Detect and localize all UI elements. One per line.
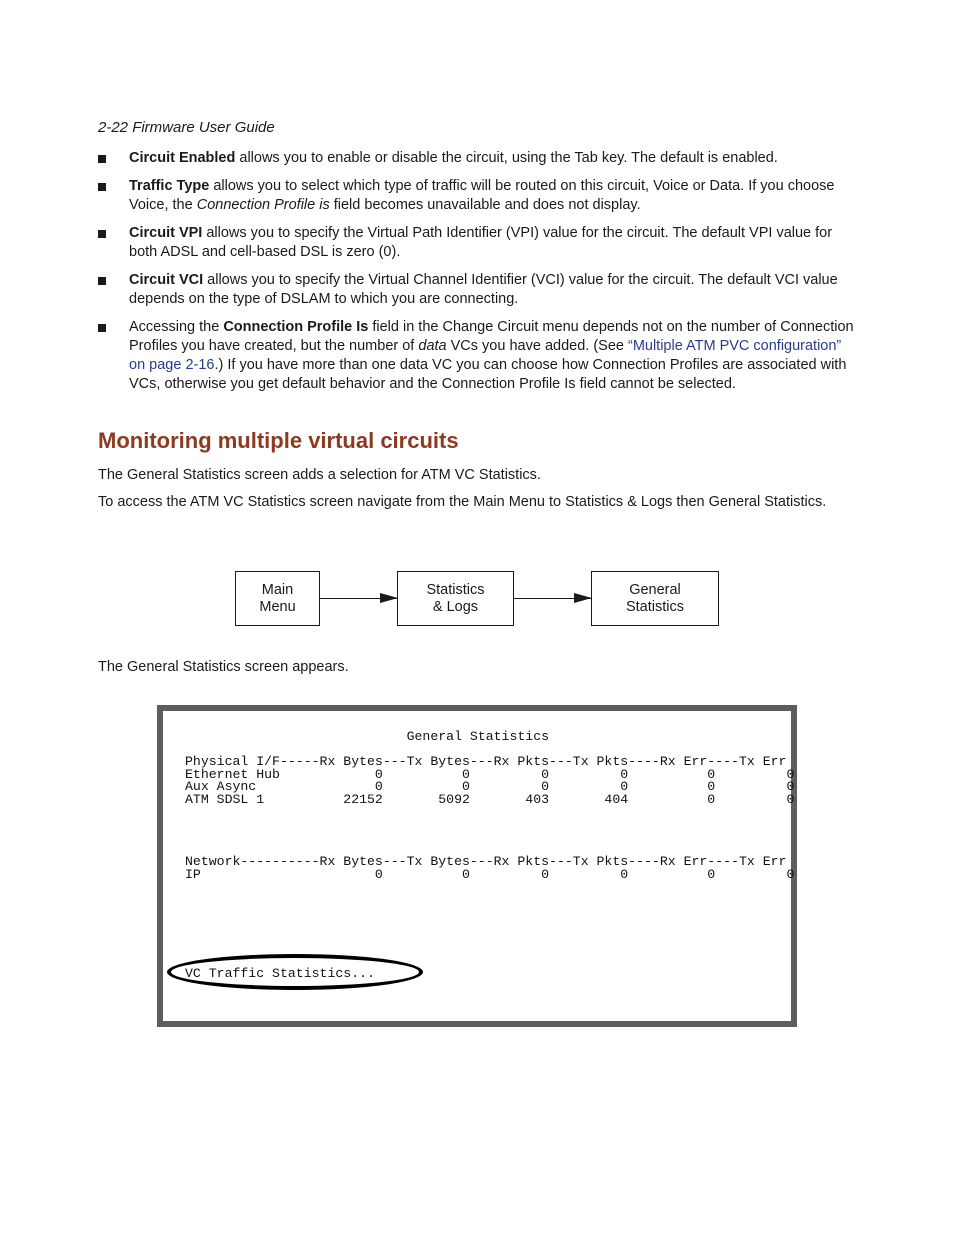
screen-appears-paragraph: The General Statistics screen appears.	[98, 659, 349, 675]
bullet-text: allows you to specify the Virtual Path Identifier (VPI) value for the circuit. The default VPI value for both ADSL and cell-based DSL is zero (0).	[129, 225, 833, 260]
intro-paragraph: The General Statistics screen adds a selection for ATM VC Statistics.	[98, 467, 541, 483]
bullet-italic: data	[418, 338, 447, 354]
network-row: IP 0 0 0 0 0 0	[185, 866, 795, 882]
network-header: Network----------Rx Bytes---Tx Bytes---Rx Pkts---Tx Pkts----Rx Err----Tx Err	[185, 854, 787, 869]
bullet-text: allows you to enable or disable the circuit, using the Tab key. The default is enabled.	[235, 150, 778, 166]
physical-if-row: ATM SDSL 1 22152 5092 403 404 0 0	[185, 791, 795, 807]
bullet-text: .) If you have more than one data VC you can choose how Connection Profiles are associated with VCs, otherwise you get default behavior and the Connection Profile Is field cannot be selected.	[129, 357, 847, 392]
bullet-square-icon	[98, 277, 106, 285]
bullet-square-icon	[98, 230, 106, 238]
term: Traffic Type	[129, 178, 210, 194]
bullet-text: field becomes unavailable and does not display.	[329, 197, 641, 213]
bullet-text: allows you to specify the Virtual Channel Identifier (VCI) value for the circuit. The default VCI value depends on the type of DSLAM to which you are connecting.	[129, 272, 838, 307]
section-title: Monitoring multiple virtual circuits	[98, 428, 459, 453]
bullet-circuit-enabled	[98, 149, 858, 168]
bullet-connection-profile	[98, 318, 858, 394]
bullet-text: allows you to select which type of traffic will be routed on this circuit, Voice or Data. If you choose Voice, the	[129, 178, 835, 213]
physical-if-row: Ethernet Hub 0 0 0 0 0 0	[185, 766, 795, 782]
flow-box-general-statistics	[591, 571, 719, 626]
physical-if-header: Physical I/F-----Rx Bytes---Tx Bytes---Rx Pkts---Tx Pkts----Rx Err----Tx Err	[185, 754, 787, 769]
vc-traffic-statistics-item[interactable]: VC Traffic Statistics...	[185, 966, 375, 981]
term: Circuit VCI	[129, 272, 204, 288]
navigation-paragraph: To access the ATM VC Statistics screen navigate from the Main Menu to Statistics & Logs then General Statistics.	[98, 494, 827, 510]
term: Connection Profile Is	[223, 319, 369, 335]
bullet-circuit-vpi	[98, 224, 858, 262]
bullet-square-icon	[98, 183, 106, 191]
bullet-text: field in the Change Circuit menu depends not on the number of Connection Profiles you have created, but the number of	[129, 319, 854, 354]
page-header: 2-22 Firmware User Guide	[98, 119, 275, 136]
physical-if-row: Aux Async 0 0 0 0 0 0	[185, 779, 795, 794]
bullet-italic: Connection Profile is	[196, 197, 330, 213]
bullet-square-icon	[98, 155, 106, 163]
flow-box-main-menu	[235, 571, 320, 626]
bullet-traffic-type	[98, 177, 858, 215]
bullet-text: VCs you have added. (See	[446, 338, 628, 354]
bullet-list	[98, 149, 858, 403]
bullet-circuit-vci	[98, 271, 858, 309]
cross-reference-link[interactable]: “Multiple ATM PVC configuration” on page 2-16	[129, 338, 842, 373]
bullet-square-icon	[98, 324, 106, 332]
arrow-icon	[320, 598, 397, 599]
arrow-icon	[514, 598, 591, 599]
terminal-title: General Statistics	[185, 729, 550, 744]
bullet-text: Accessing the	[129, 319, 224, 335]
flow-label: General Statistics	[625, 581, 684, 615]
term: Circuit VPI	[129, 225, 203, 241]
term: Circuit Enabled	[129, 150, 236, 166]
terminal-screen	[157, 705, 797, 1027]
flow-label: Main Menu	[259, 581, 296, 615]
flow-box-statistics-logs	[397, 571, 514, 626]
flow-label: Statistics & Logs	[426, 581, 485, 615]
